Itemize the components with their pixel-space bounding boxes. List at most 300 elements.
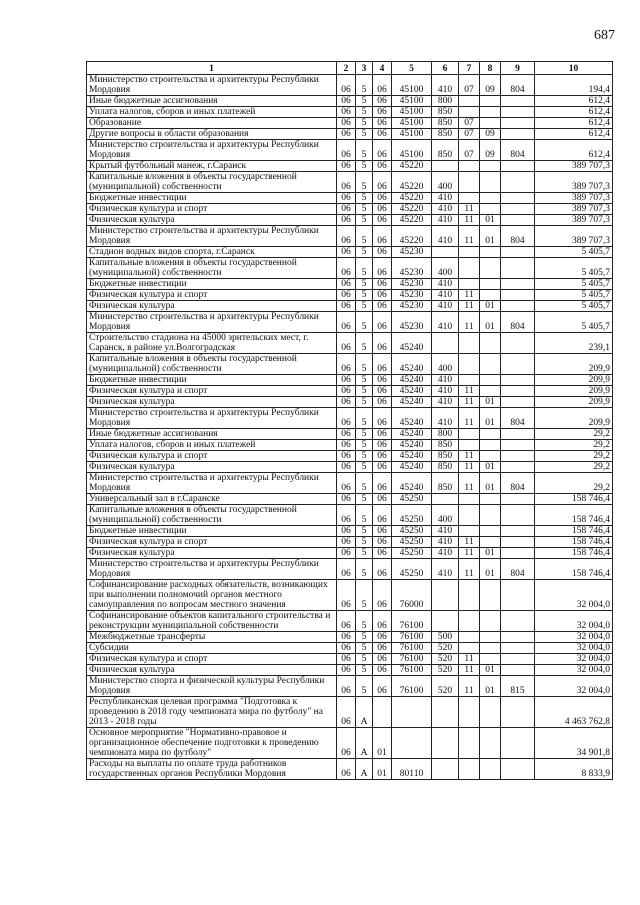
row-name-cell: Софинансирование объектов капитального строительства и реконструкции муниципальной собственности xyxy=(87,611,337,632)
ministry-code-cell xyxy=(501,654,535,665)
target-code-cell: 45220 xyxy=(392,161,432,172)
expense-type-cell: 850 xyxy=(432,118,459,129)
expense-type-cell xyxy=(432,759,459,780)
expense-type-cell xyxy=(432,247,459,258)
expense-type-cell: 400 xyxy=(432,258,459,279)
section-cell xyxy=(459,643,480,654)
amount-cell: 209,9 xyxy=(535,375,613,386)
subsection-cell xyxy=(480,193,501,204)
program-code-cell: А xyxy=(356,728,373,759)
section-code-cell: 06 xyxy=(337,107,356,118)
expense-type-cell: 850 xyxy=(432,129,459,140)
section-code-cell: 06 xyxy=(337,473,356,494)
ministry-code-cell xyxy=(501,440,535,451)
row-name-cell: Строительство стадиона на 45000 зрительских мест, г. Саранск, в районе ул.Волгоградская xyxy=(87,333,337,354)
ministry-code-cell xyxy=(501,161,535,172)
program-code-cell: 5 xyxy=(356,505,373,526)
ministry-code-cell: 804 xyxy=(501,140,535,161)
section-code-cell: 06 xyxy=(337,279,356,290)
amount-cell: 158 746,4 xyxy=(535,548,613,559)
program-code-cell: 5 xyxy=(356,665,373,676)
subprogram-code-cell: 06 xyxy=(373,312,392,333)
column-header: 2 xyxy=(337,62,356,75)
expense-type-cell: 520 xyxy=(432,676,459,697)
subprogram-code-cell: 06 xyxy=(373,676,392,697)
amount-cell: 389 707,3 xyxy=(535,215,613,226)
table-row xyxy=(87,451,613,462)
target-code-cell: 45230 xyxy=(392,301,432,312)
row-name-cell: Министерство строительства и архитектуры Республики Мордовия xyxy=(87,226,337,247)
ministry-code-cell xyxy=(501,204,535,215)
section-code-cell: 06 xyxy=(337,632,356,643)
section-cell: 11 xyxy=(459,462,480,473)
expense-type-cell: 850 xyxy=(432,107,459,118)
expense-type-cell xyxy=(432,580,459,611)
expense-type-cell: 400 xyxy=(432,505,459,526)
subsection-cell: 09 xyxy=(480,129,501,140)
section-cell: 11 xyxy=(459,537,480,548)
amount-cell: 158 746,4 xyxy=(535,526,613,537)
expense-type-cell: 500 xyxy=(432,632,459,643)
row-name-cell: Физическая культура xyxy=(87,665,337,676)
column-header: 7 xyxy=(459,62,480,75)
section-cell xyxy=(459,172,480,193)
expense-type-cell xyxy=(432,697,459,728)
section-code-cell: 06 xyxy=(337,247,356,258)
subsection-cell: 01 xyxy=(480,226,501,247)
subsection-cell: 01 xyxy=(480,665,501,676)
expense-type-cell: 410 xyxy=(432,548,459,559)
row-name-cell: Субсидии xyxy=(87,643,337,654)
target-code-cell xyxy=(392,697,432,728)
row-name-cell: Бюджетные инвестиции xyxy=(87,375,337,386)
section-cell: 11 xyxy=(459,312,480,333)
subprogram-code-cell: 06 xyxy=(373,537,392,548)
table-row xyxy=(87,611,613,632)
expense-type-cell: 410 xyxy=(432,375,459,386)
subprogram-code-cell: 06 xyxy=(373,580,392,611)
column-header: 5 xyxy=(392,62,432,75)
target-code-cell: 45220 xyxy=(392,215,432,226)
subsection-cell: 09 xyxy=(480,75,501,96)
amount-cell: 389 707,3 xyxy=(535,204,613,215)
subsection-cell xyxy=(480,632,501,643)
program-code-cell: 5 xyxy=(356,676,373,697)
target-code-cell: 45100 xyxy=(392,96,432,107)
program-code-cell: 5 xyxy=(356,129,373,140)
section-cell: 07 xyxy=(459,75,480,96)
expense-type-cell: 850 xyxy=(432,451,459,462)
program-code-cell: 5 xyxy=(356,494,373,505)
ministry-code-cell xyxy=(501,537,535,548)
section-cell xyxy=(459,429,480,440)
program-code-cell: 5 xyxy=(356,107,373,118)
section-cell xyxy=(459,697,480,728)
ministry-code-cell xyxy=(501,96,535,107)
section-code-cell: 06 xyxy=(337,333,356,354)
budget-table xyxy=(86,61,613,780)
program-code-cell: 5 xyxy=(356,397,373,408)
target-code-cell: 45230 xyxy=(392,247,432,258)
program-code-cell: 5 xyxy=(356,559,373,580)
program-code-cell: 5 xyxy=(356,96,373,107)
table-row xyxy=(87,665,613,676)
section-code-cell: 06 xyxy=(337,643,356,654)
amount-cell: 5 405,7 xyxy=(535,279,613,290)
table-row xyxy=(87,75,613,96)
expense-type-cell: 400 xyxy=(432,354,459,375)
subsection-cell xyxy=(480,354,501,375)
ministry-code-cell: 804 xyxy=(501,559,535,580)
table-row xyxy=(87,172,613,193)
ministry-code-cell xyxy=(501,193,535,204)
program-code-cell: 5 xyxy=(356,473,373,494)
section-cell xyxy=(459,580,480,611)
expense-type-cell: 520 xyxy=(432,643,459,654)
table-row xyxy=(87,494,613,505)
subprogram-code-cell: 06 xyxy=(373,559,392,580)
expense-type-cell: 410 xyxy=(432,408,459,429)
expense-type-cell: 410 xyxy=(432,312,459,333)
section-code-cell: 06 xyxy=(337,312,356,333)
target-code-cell: 45250 xyxy=(392,548,432,559)
row-name-cell: Министерство строительства и архитектуры Республики Мордовия xyxy=(87,140,337,161)
subsection-cell xyxy=(480,107,501,118)
amount-cell: 29,2 xyxy=(535,473,613,494)
subsection-cell xyxy=(480,643,501,654)
subprogram-code-cell: 06 xyxy=(373,204,392,215)
ministry-code-cell xyxy=(501,643,535,654)
table-row xyxy=(87,193,613,204)
program-code-cell: 5 xyxy=(356,333,373,354)
section-code-cell: 06 xyxy=(337,548,356,559)
subsection-cell: 01 xyxy=(480,215,501,226)
subprogram-code-cell: 06 xyxy=(373,494,392,505)
row-name-cell: Уплата налогов, сборов и иных платежей xyxy=(87,440,337,451)
amount-cell: 32 004,0 xyxy=(535,580,613,611)
subprogram-code-cell: 06 xyxy=(373,654,392,665)
section-code-cell: 06 xyxy=(337,301,356,312)
target-code-cell: 45240 xyxy=(392,397,432,408)
subsection-cell: 01 xyxy=(480,462,501,473)
subsection-cell xyxy=(480,580,501,611)
section-cell: 11 xyxy=(459,451,480,462)
amount-cell: 4 463 762,8 xyxy=(535,697,613,728)
ministry-code-cell xyxy=(501,759,535,780)
table-row xyxy=(87,759,613,780)
subsection-cell xyxy=(480,386,501,397)
section-cell xyxy=(459,375,480,386)
program-code-cell: 5 xyxy=(356,215,373,226)
table-row xyxy=(87,140,613,161)
subprogram-code-cell: 06 xyxy=(373,161,392,172)
section-cell xyxy=(459,333,480,354)
section-cell: 11 xyxy=(459,301,480,312)
table-row xyxy=(87,118,613,129)
target-code-cell: 45230 xyxy=(392,290,432,301)
ministry-code-cell xyxy=(501,290,535,301)
section-cell xyxy=(459,759,480,780)
section-cell: 07 xyxy=(459,129,480,140)
subsection-cell xyxy=(480,440,501,451)
amount-cell: 209,9 xyxy=(535,386,613,397)
table-row xyxy=(87,580,613,611)
target-code-cell: 45250 xyxy=(392,537,432,548)
program-code-cell: 5 xyxy=(356,354,373,375)
ministry-code-cell xyxy=(501,451,535,462)
subprogram-code-cell: 06 xyxy=(373,96,392,107)
amount-cell: 5 405,7 xyxy=(535,247,613,258)
subprogram-code-cell: 06 xyxy=(373,548,392,559)
target-code-cell: 45240 xyxy=(392,354,432,375)
section-cell: 11 xyxy=(459,473,480,494)
section-code-cell: 06 xyxy=(337,204,356,215)
ministry-code-cell xyxy=(501,697,535,728)
ministry-code-cell: 804 xyxy=(501,226,535,247)
program-code-cell: 5 xyxy=(356,140,373,161)
section-code-cell: 06 xyxy=(337,697,356,728)
amount-cell: 389 707,3 xyxy=(535,172,613,193)
row-name-cell: Физическая культура xyxy=(87,215,337,226)
ministry-code-cell xyxy=(501,129,535,140)
target-code-cell: 45240 xyxy=(392,386,432,397)
target-code-cell: 45220 xyxy=(392,193,432,204)
expense-type-cell: 410 xyxy=(432,397,459,408)
subsection-cell xyxy=(480,96,501,107)
subsection-cell xyxy=(480,494,501,505)
row-name-cell: Физическая культура xyxy=(87,548,337,559)
section-code-cell: 06 xyxy=(337,537,356,548)
subsection-cell xyxy=(480,537,501,548)
subsection-cell xyxy=(480,258,501,279)
subsection-cell xyxy=(480,333,501,354)
amount-cell: 158 746,4 xyxy=(535,537,613,548)
row-name-cell: Министерство строительства и архитектуры Республики Мордовия xyxy=(87,473,337,494)
program-code-cell: 5 xyxy=(356,226,373,247)
row-name-cell: Межбюджетные трансферты xyxy=(87,632,337,643)
amount-cell: 389 707,3 xyxy=(535,226,613,247)
target-code-cell: 45100 xyxy=(392,118,432,129)
section-cell: 11 xyxy=(459,397,480,408)
amount-cell: 5 405,7 xyxy=(535,290,613,301)
expense-type-cell: 410 xyxy=(432,215,459,226)
row-name-cell: Расходы на выплаты по оплате труда работников государственных органов Республики Мордовия xyxy=(87,759,337,780)
target-code-cell: 45240 xyxy=(392,440,432,451)
expense-type-cell: 850 xyxy=(432,140,459,161)
row-name-cell: Министерство строительства и архитектуры Республики Мордовия xyxy=(87,559,337,580)
expense-type-cell: 410 xyxy=(432,559,459,580)
subprogram-code-cell: 06 xyxy=(373,611,392,632)
amount-cell: 194,4 xyxy=(535,75,613,96)
table-row xyxy=(87,226,613,247)
section-cell: 11 xyxy=(459,559,480,580)
expense-type-cell: 410 xyxy=(432,526,459,537)
row-name-cell: Республиканская целевая программа "Подготовка к проведению в 2018 году чемпионата мира по футболу" на 2013 - 2018 годы xyxy=(87,697,337,728)
program-code-cell: 5 xyxy=(356,440,373,451)
table-row xyxy=(87,429,613,440)
target-code-cell: 45250 xyxy=(392,526,432,537)
ministry-code-cell xyxy=(501,247,535,258)
section-code-cell: 06 xyxy=(337,462,356,473)
table-header-row xyxy=(87,62,613,75)
program-code-cell: 5 xyxy=(356,526,373,537)
table-row xyxy=(87,301,613,312)
table-row xyxy=(87,505,613,526)
row-name-cell: Бюджетные инвестиции xyxy=(87,279,337,290)
section-cell xyxy=(459,161,480,172)
amount-cell: 34 901,8 xyxy=(535,728,613,759)
target-code-cell: 45240 xyxy=(392,333,432,354)
table-row xyxy=(87,129,613,140)
row-name-cell: Уплата налогов, сборов и иных платежей xyxy=(87,107,337,118)
table-row xyxy=(87,258,613,279)
section-cell: 11 xyxy=(459,408,480,429)
ministry-code-cell xyxy=(501,580,535,611)
amount-cell: 32 004,0 xyxy=(535,665,613,676)
section-cell: 07 xyxy=(459,118,480,129)
amount-cell: 612,4 xyxy=(535,140,613,161)
section-cell xyxy=(459,505,480,526)
section-cell xyxy=(459,728,480,759)
subprogram-code-cell: 01 xyxy=(373,728,392,759)
section-code-cell: 06 xyxy=(337,193,356,204)
table-row xyxy=(87,408,613,429)
section-code-cell: 06 xyxy=(337,676,356,697)
subprogram-code-cell: 06 xyxy=(373,193,392,204)
row-name-cell: Другие вопросы в области образования xyxy=(87,129,337,140)
section-cell xyxy=(459,96,480,107)
row-name-cell: Капитальные вложения в объекты государственной (муниципальной) собственности xyxy=(87,505,337,526)
ministry-code-cell xyxy=(501,728,535,759)
subprogram-code-cell: 06 xyxy=(373,290,392,301)
section-cell: 11 xyxy=(459,548,480,559)
section-cell xyxy=(459,494,480,505)
column-header: 6 xyxy=(432,62,459,75)
section-code-cell: 06 xyxy=(337,494,356,505)
section-code-cell: 06 xyxy=(337,161,356,172)
ministry-code-cell xyxy=(501,333,535,354)
row-name-cell: Министерство строительства и архитектуры Республики Мордовия xyxy=(87,312,337,333)
target-code-cell: 45240 xyxy=(392,375,432,386)
expense-type-cell: 410 xyxy=(432,386,459,397)
section-cell xyxy=(459,440,480,451)
amount-cell: 29,2 xyxy=(535,440,613,451)
table-row xyxy=(87,697,613,728)
section-cell xyxy=(459,632,480,643)
target-code-cell: 45240 xyxy=(392,429,432,440)
program-code-cell: 5 xyxy=(356,161,373,172)
section-cell: 11 xyxy=(459,386,480,397)
program-code-cell: 5 xyxy=(356,279,373,290)
section-cell xyxy=(459,354,480,375)
ministry-code-cell xyxy=(501,526,535,537)
table-row xyxy=(87,462,613,473)
ministry-code-cell: 804 xyxy=(501,312,535,333)
expense-type-cell: 850 xyxy=(432,440,459,451)
program-code-cell: 5 xyxy=(356,654,373,665)
expense-type-cell xyxy=(432,161,459,172)
program-code-cell: 5 xyxy=(356,375,373,386)
program-code-cell: 5 xyxy=(356,258,373,279)
subsection-cell xyxy=(480,611,501,632)
column-header: 9 xyxy=(501,62,535,75)
subsection-cell xyxy=(480,204,501,215)
expense-type-cell: 400 xyxy=(432,172,459,193)
target-code-cell: 45250 xyxy=(392,494,432,505)
subprogram-code-cell: 06 xyxy=(373,408,392,429)
section-cell: 11 xyxy=(459,665,480,676)
row-name-cell: Иные бюджетные ассигнования xyxy=(87,429,337,440)
subsection-cell: 09 xyxy=(480,140,501,161)
ministry-code-cell xyxy=(501,611,535,632)
section-code-cell: 06 xyxy=(337,408,356,429)
table-row xyxy=(87,279,613,290)
subprogram-code-cell: 06 xyxy=(373,462,392,473)
table-row xyxy=(87,676,613,697)
target-code-cell xyxy=(392,728,432,759)
target-code-cell: 45230 xyxy=(392,312,432,333)
section-code-cell: 06 xyxy=(337,654,356,665)
program-code-cell: 5 xyxy=(356,408,373,429)
ministry-code-cell: 815 xyxy=(501,676,535,697)
row-name-cell: Иные бюджетные ассигнования xyxy=(87,96,337,107)
section-code-cell: 06 xyxy=(337,75,356,96)
subprogram-code-cell: 06 xyxy=(373,247,392,258)
subprogram-code-cell: 06 xyxy=(373,226,392,247)
subprogram-code-cell: 06 xyxy=(373,301,392,312)
row-name-cell: Физическая культура и спорт xyxy=(87,204,337,215)
table-row xyxy=(87,107,613,118)
table-row xyxy=(87,654,613,665)
target-code-cell: 45220 xyxy=(392,204,432,215)
section-cell xyxy=(459,258,480,279)
program-code-cell: 5 xyxy=(356,643,373,654)
subsection-cell xyxy=(480,759,501,780)
section-code-cell: 06 xyxy=(337,429,356,440)
amount-cell: 32 004,0 xyxy=(535,676,613,697)
table-row xyxy=(87,643,613,654)
section-cell: 07 xyxy=(459,140,480,161)
subprogram-code-cell: 06 xyxy=(373,258,392,279)
amount-cell: 209,9 xyxy=(535,397,613,408)
target-code-cell: 45100 xyxy=(392,129,432,140)
ministry-code-cell xyxy=(501,632,535,643)
expense-type-cell: 850 xyxy=(432,462,459,473)
ministry-code-cell xyxy=(501,429,535,440)
subsection-cell: 01 xyxy=(480,548,501,559)
section-code-cell: 06 xyxy=(337,559,356,580)
amount-cell: 209,9 xyxy=(535,354,613,375)
section-cell: 11 xyxy=(459,654,480,665)
row-name-cell: Физическая культура и спорт xyxy=(87,654,337,665)
subprogram-code-cell: 06 xyxy=(373,333,392,354)
amount-cell: 389 707,3 xyxy=(535,161,613,172)
section-code-cell: 06 xyxy=(337,451,356,462)
subsection-cell xyxy=(480,375,501,386)
target-code-cell: 76000 xyxy=(392,580,432,611)
ministry-code-cell xyxy=(501,665,535,676)
subprogram-code-cell: 06 xyxy=(373,632,392,643)
section-cell: 11 xyxy=(459,226,480,247)
row-name-cell: Крытый футбольный манеж, г.Саранск xyxy=(87,161,337,172)
amount-cell: 32 004,0 xyxy=(535,611,613,632)
row-name-cell: Физическая культура и спорт xyxy=(87,290,337,301)
target-code-cell: 76100 xyxy=(392,632,432,643)
table-row xyxy=(87,96,613,107)
section-code-cell: 06 xyxy=(337,526,356,537)
expense-type-cell xyxy=(432,728,459,759)
subsection-cell xyxy=(480,290,501,301)
